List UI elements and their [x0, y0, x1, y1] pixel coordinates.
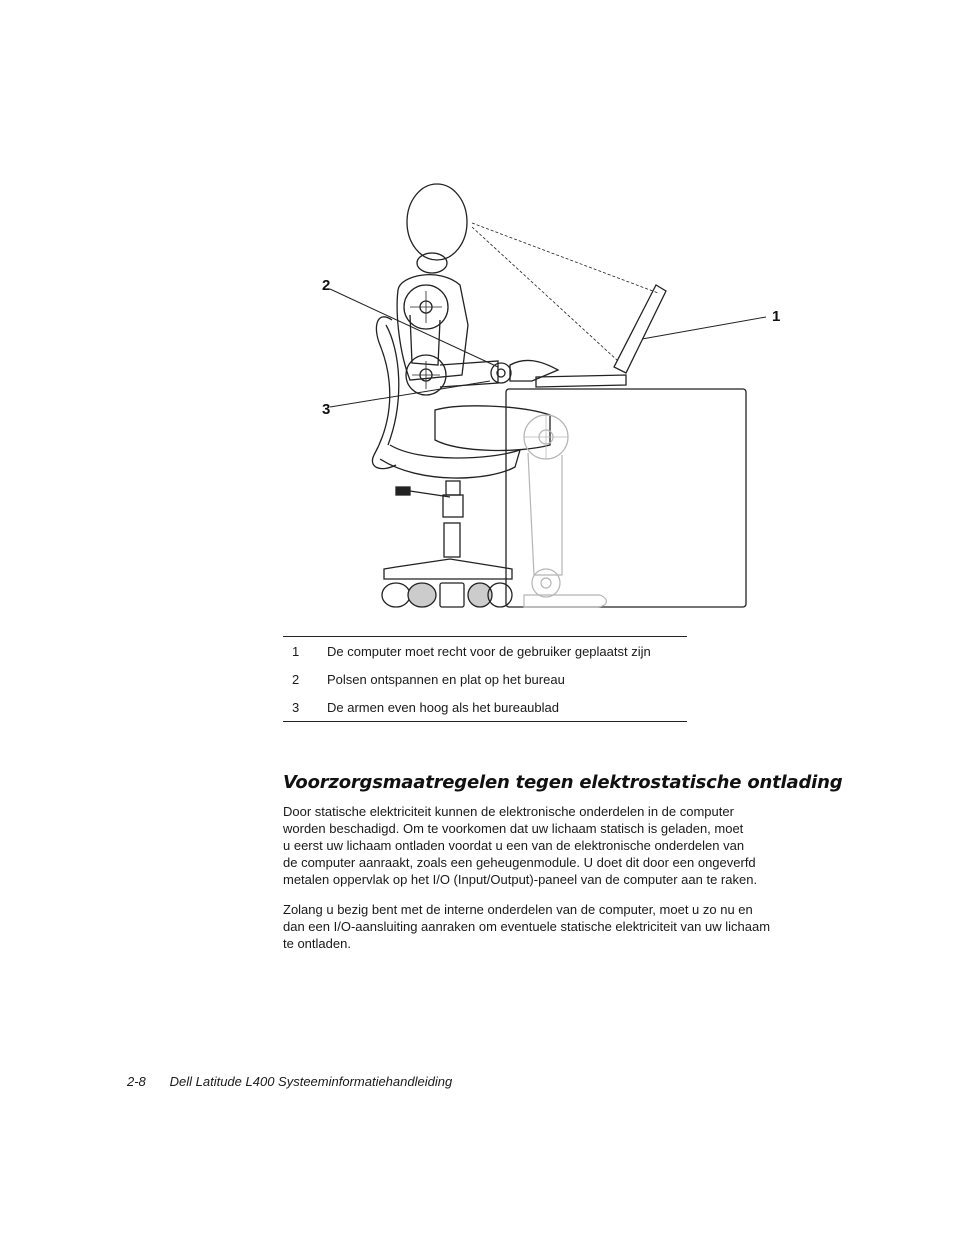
chair-lever	[410, 491, 450, 497]
wrist-joint	[491, 363, 511, 383]
paragraph-line: u eerst uw lichaam ontladen voordat u een van de elektronische onderdelen van	[283, 838, 745, 853]
hand	[510, 360, 558, 381]
legend-row	[283, 637, 687, 665]
figure-legend	[283, 636, 687, 722]
paragraph-line: worden beschadigd. Om te voorkomen dat uw lichaam statisch is geladen, moet	[283, 821, 744, 836]
legend-text: Polsen ontspannen en plat op het bureau	[327, 671, 565, 687]
chair-stem-lower	[444, 523, 460, 557]
head	[407, 184, 467, 260]
chair-back-inner	[386, 325, 399, 445]
legend-number: 3	[292, 699, 300, 715]
paragraph-line: metalen oppervlak op het I/O (Input/Output)-paneel van de computer aan te raken.	[283, 872, 758, 887]
legend-text: De armen even hoog als het bureaublad	[327, 699, 559, 715]
section-heading: Voorzorgsmaatregelen tegen elektrostatische ontlading	[283, 772, 843, 793]
paragraph-line: dan een I/O-aansluiting aanraken om eventuele statische elektriciteit van uw lichaam	[283, 919, 771, 934]
chair-base	[384, 559, 512, 579]
page-footer	[127, 1074, 452, 1089]
chair-lever-handle	[396, 487, 410, 495]
ergonomics-figure	[300, 175, 790, 620]
paragraph-line: te ontladen.	[283, 936, 351, 951]
chair-stem-top	[446, 481, 460, 495]
callout-2: 2	[322, 277, 331, 294]
laptop-base	[536, 375, 626, 387]
paragraph-line: de computer aanraakt, zoals een geheugenmodule. U doet dit door een ongeverfd	[283, 855, 756, 870]
legend-row	[283, 693, 687, 721]
thigh	[435, 406, 550, 451]
legend-row	[283, 665, 687, 693]
desk	[506, 389, 746, 607]
callout-3: 3	[322, 401, 331, 418]
body-paragraph	[283, 803, 818, 888]
leader-3	[330, 381, 490, 407]
ergonomics-illustration	[300, 175, 790, 620]
chair-wheel	[440, 583, 464, 607]
chair-wheel	[382, 583, 410, 607]
chair-stem-mid	[443, 495, 463, 517]
body-paragraph	[283, 901, 818, 952]
sight-line-top	[472, 223, 658, 293]
neck	[417, 253, 447, 273]
forearm	[440, 361, 498, 387]
lower-leg-ghost	[524, 415, 606, 607]
sight-line-bottom	[472, 227, 618, 361]
legend-number: 1	[292, 643, 300, 659]
leader-1	[642, 317, 766, 339]
legend-text: De computer moet recht voor de gebruiker geplaatst zijn	[327, 643, 651, 659]
laptop-screen	[614, 285, 666, 373]
legend-number: 2	[292, 671, 300, 687]
document-title: Dell Latitude L400 Systeeminformatiehandleiding	[169, 1074, 453, 1089]
page-number: 2-8	[127, 1074, 146, 1089]
paragraph-line: Door statische elektriciteit kunnen de elektronische onderdelen in de computer	[283, 804, 734, 819]
paragraph-line: Zolang u bezig bent met de interne onderdelen van de computer, moet u zo nu en	[283, 902, 753, 917]
callout-1: 1	[772, 308, 781, 325]
chair-wheel	[408, 583, 436, 607]
leader-2	[330, 289, 498, 367]
